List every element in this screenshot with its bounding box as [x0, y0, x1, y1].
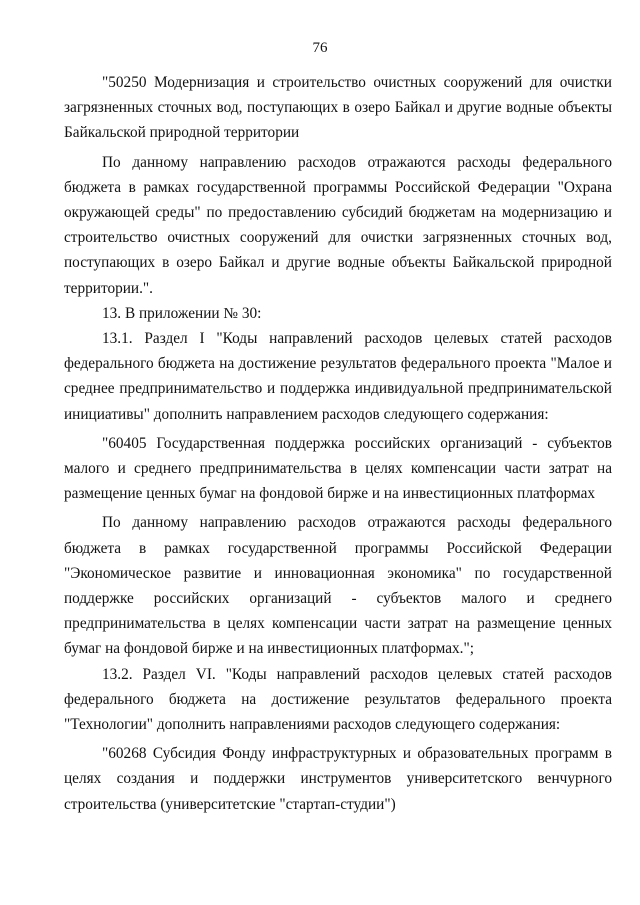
- page-number: 76: [312, 40, 328, 56]
- paragraph-item-13: 13. В приложении № 30:: [102, 304, 262, 322]
- paragraph-50250-title: "50250 Модернизация и строительство очистных сооружений для очистки загрязненных сточных вод, поступающих в озеро Байкал и другие водные объекты Байкальской природной территории: [64, 74, 612, 142]
- paragraph-50250-description: По данному направлению расходов отражаются расходы федерального бюджета в рамках государственной программы Российской Федерации "Охрана окружающей среды" по предоставлению субсидий бюджетам на модернизацию и строительство очистных сооружений для очистки загрязненных сточных вод, поступающих в озеро Байкал и другие водные объекты Байкальской природной территории.".: [64, 153, 612, 297]
- document-body: [64, 70, 612, 817]
- paragraph-60405-title: "60405 Государственная поддержка российских организаций - субъектов малого и среднего предпринимательства в целях компенсации части затрат на размещение ценных бумаг на фондовой бирже и на инвестиционных платформах: [64, 434, 612, 503]
- paragraph-60405-description: По данному направлению расходов отражаются расходы федерального бюджета в рамках государственной программы Российской Федерации "Экономическое развитие и инновационная экономика" по государственной поддержке российских организаций - субъектов малого и среднего предпринимательства в целях компенсации части затрат на размещение ценных бумаг на фондовой бирже и на инвестиционных платформах.";: [64, 514, 612, 658]
- paragraph-60268-title: "60268 Субсидия Фонду инфраструктурных и образовательных программ в целях создания и поддержки инструментов университетского венчурного строительства (университетские "стартап-студии"): [64, 745, 612, 813]
- paragraph-item-13-2: 13.2. Раздел VI. "Коды направлений расходов целевых статей расходов федерального бюджета на достижение результатов федерального проекта "Технологии" дополнить направлениями расходов следующего содержания:: [64, 665, 612, 734]
- paragraph-item-13-1: 13.1. Раздел I "Коды направлений расходов целевых статей расходов федерального бюджета на достижение результатов федерального проекта "Малое и среднее предпринимательство и поддержка индивидуальной предпринимательской инициативы" дополнить направлением расходов следующего содержания:: [64, 330, 612, 423]
